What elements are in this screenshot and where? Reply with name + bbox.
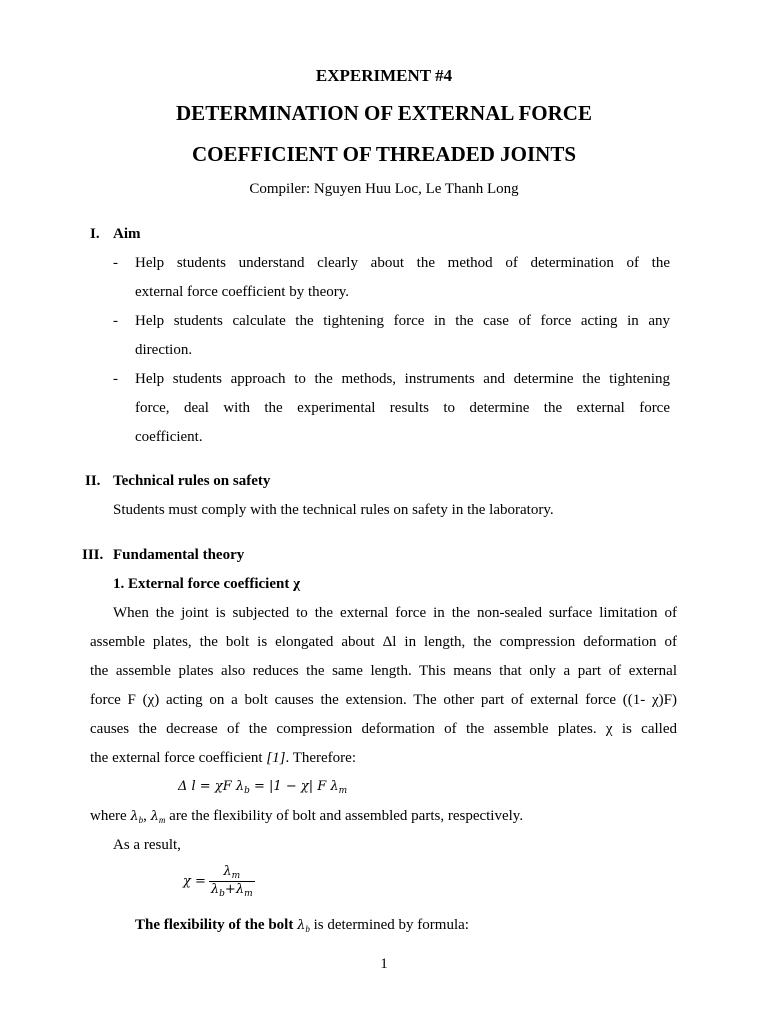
experiment-number: EXPERIMENT #4 <box>315 66 453 85</box>
flexibility-line: The flexibility of the bolt $\lambda_b$ is determined by formula: <box>135 917 469 934</box>
subsection-1-heading: 1. External force coefficient χ <box>113 576 300 592</box>
section-1-numeral: I. <box>90 226 100 242</box>
bullet-3-line-2: force, deal with the experimental results to determine the external force <box>135 400 670 416</box>
bullet-1-line-2: external force coefficient by theory. <box>135 284 350 300</box>
page-number: 1 <box>380 956 388 972</box>
para-line-6: the external force coefficient [1]. Therefore: <box>90 750 357 766</box>
compiler-line: Compiler: Nguyen Huu Loc, Le Thanh Long <box>249 181 519 197</box>
para-line-5: causes the decrease of the compression deformation of the assemble plates. χ is called <box>90 721 677 737</box>
section-1-heading: Aim <box>113 226 141 242</box>
para-line-2: assemble plates, the bolt is elongated about Δl in length, the compression deformation of <box>90 634 677 650</box>
equation-2: χ = $\frac{\lambda_m}{\lambda_b+\lambda_m}$ <box>183 864 253 899</box>
para-line-3: the assemble plates also reduces the same length. This means that only a part of external <box>90 663 677 679</box>
bullet-2-line-2: direction. <box>135 342 193 358</box>
section-3-numeral: III. <box>82 547 104 563</box>
where-line: where $\lambda_b$, $\lambda_m$ are the flexibility of bolt and assembled parts, respectively. <box>90 808 524 825</box>
equation-2-fraction: $\frac{\lambda_m}{\lambda_b+\lambda_m}$ <box>210 864 253 899</box>
section-2-text: Students must comply with the technical rules on safety in the laboratory. <box>113 502 554 518</box>
bullet-dash: - <box>113 255 118 271</box>
bullet-dash: - <box>113 313 118 329</box>
section-2-heading: Technical rules on safety <box>113 473 271 489</box>
equation-1: Δ l = χF $\lambda_b = |1 - \chi|$ F $\lambda_m$ <box>178 779 348 796</box>
bullet-2-line-1: Help students calculate the tightening force in the case of force acting in any <box>135 313 670 329</box>
bullet-3-line-3: coefficient. <box>135 429 203 445</box>
title-line-1: DETERMINATION OF EXTERNAL FORCE <box>176 101 592 125</box>
section-3-heading: Fundamental theory <box>113 547 245 563</box>
bullet-3-line-1: Help students approach to the methods, instruments and determine the tightening <box>135 371 670 387</box>
bullet-dash: - <box>113 371 118 387</box>
bullet-1-line-1: Help students understand clearly about the method of determination of the <box>135 255 670 271</box>
title-line-2: COEFFICIENT OF THREADED JOINTS <box>191 142 577 166</box>
para-line-1: When the joint is subjected to the external force in the non-sealed surface limitation of <box>113 605 677 621</box>
citation-ref: [1] <box>266 750 286 766</box>
as-a-result: As a result, <box>113 837 181 853</box>
section-2-numeral: II. <box>85 473 101 489</box>
para-line-4: force F (χ) acting on a bolt causes the extension. The other part of external force ((1- χ)F) <box>90 692 677 708</box>
